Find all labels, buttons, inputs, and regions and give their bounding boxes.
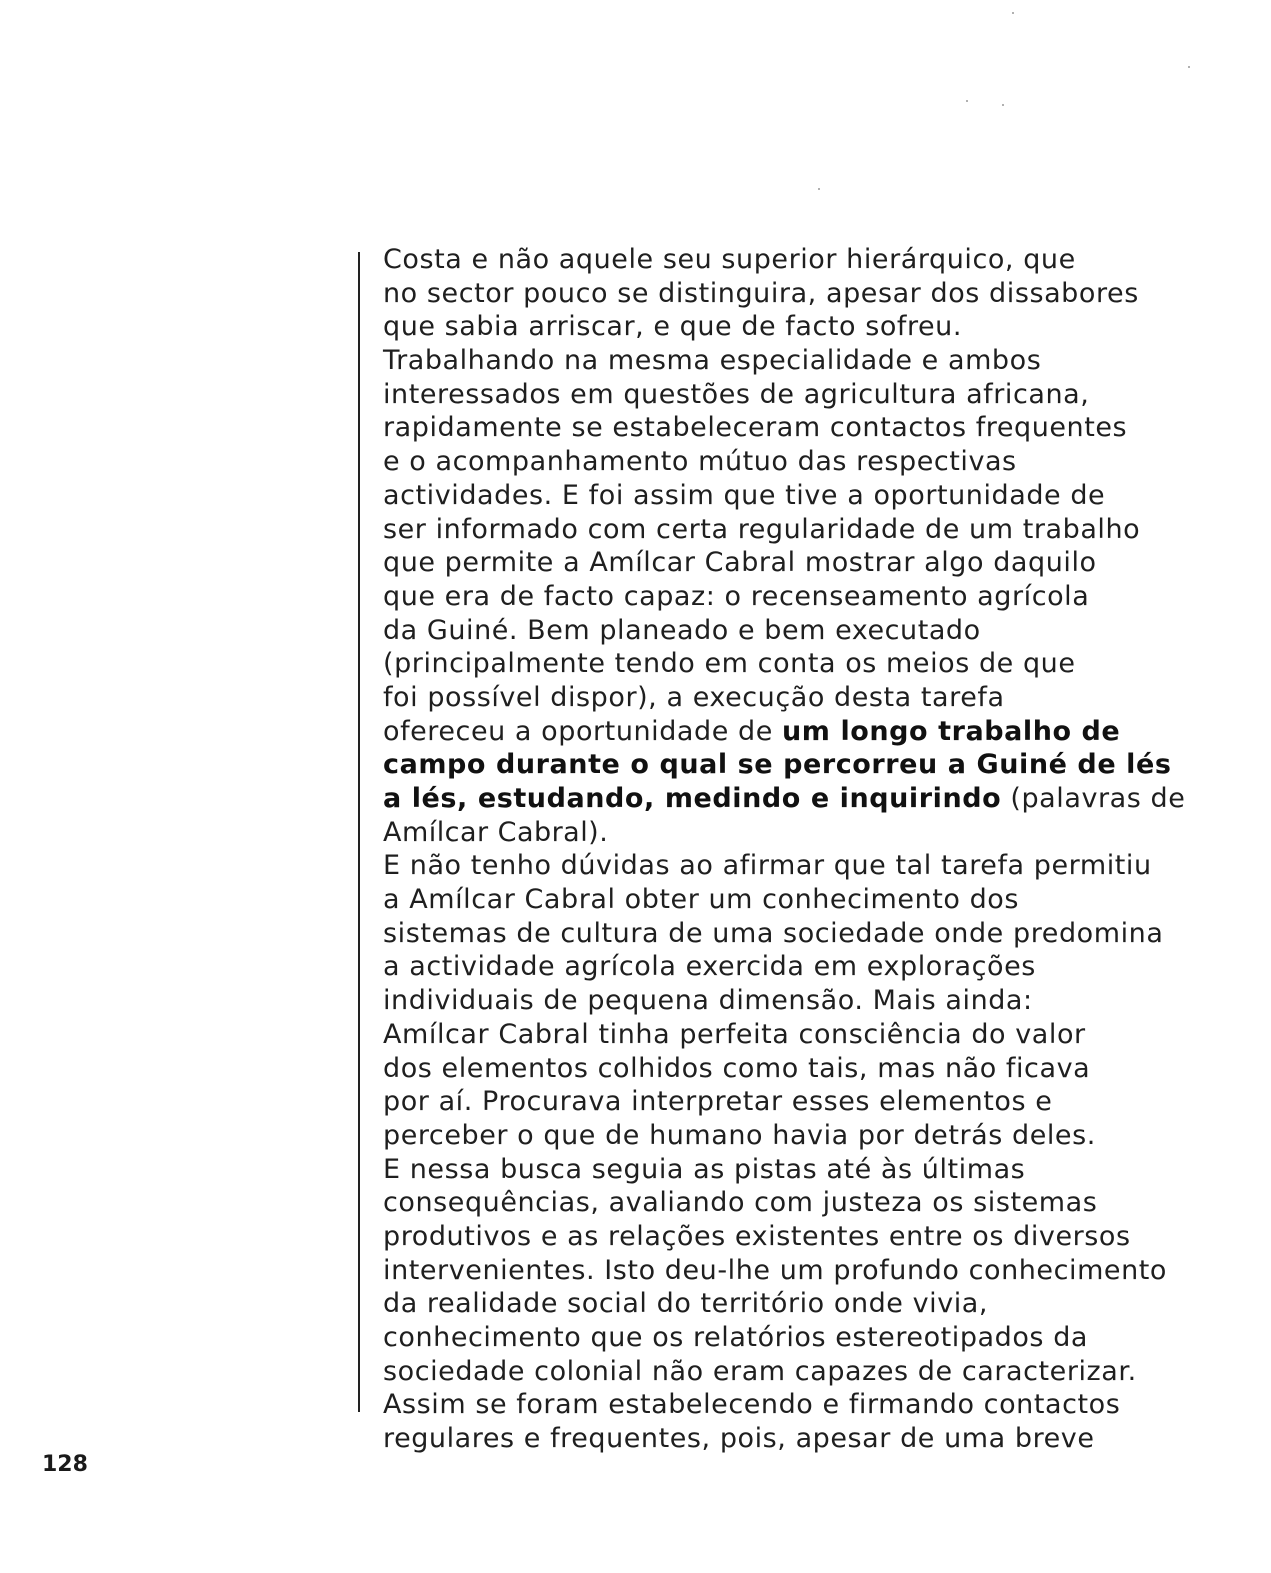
bold-text-run: campo durante o qual se percorreu a Guiné de lés	[383, 749, 1172, 781]
text-line: no sector pouco se distinguira, apesar dos dissabores	[383, 277, 1139, 309]
text-line: Trabalhando na mesma especialidade e ambos	[383, 345, 1042, 377]
text-line: sistemas de cultura de uma sociedade onde predomina	[383, 917, 1164, 949]
text-line: a Amílcar Cabral obter um conhecimento dos	[383, 884, 1019, 916]
scan-speck	[966, 100, 968, 102]
text-line	[383, 782, 1233, 816]
text-line: consequências, avaliando com justeza os sistemas	[383, 1187, 1098, 1219]
text-line: Amílcar Cabral).	[383, 816, 609, 848]
text-line: sociedade colonial não eram capazes de caracterizar.	[383, 1355, 1137, 1387]
text-line: intervenientes. Isto deu-lhe um profundo conhecimento	[383, 1254, 1168, 1286]
text-line: a actividade agrícola exercida em explorações	[383, 951, 1036, 983]
text-line: perceber o que de humano havia por detrás deles.	[383, 1119, 1096, 1151]
text-line: foi possível dispor), a execução desta tarefa	[383, 681, 1005, 713]
scan-speck	[818, 188, 820, 190]
text-line: ser informado com certa regularidade de um trabalho	[383, 513, 1141, 545]
text-line: que permite a Amílcar Cabral mostrar algo daquilo	[383, 547, 1097, 579]
text-line: E nessa busca seguia as pistas até às últimas	[383, 1153, 1026, 1185]
text-line: (principalmente tendo em conta os meios de que	[383, 648, 1076, 680]
text-run: (palavras de	[1001, 783, 1186, 814]
text-line: Amílcar Cabral tinha perfeita consciência do valor	[383, 1018, 1086, 1050]
text-line: que era de facto capaz: o recenseamento agrícola	[383, 580, 1090, 612]
text-line	[383, 715, 1233, 749]
body-text	[383, 243, 1233, 1456]
text-line: da realidade social do território onde vivia,	[383, 1288, 989, 1320]
text-line: por aí. Procurava interpretar esses elementos e	[383, 1086, 1053, 1118]
text-line: individuais de pequena dimensão. Mais ainda:	[383, 985, 1033, 1017]
text-line: dos elementos colhidos como tais, mas não ficava	[383, 1052, 1091, 1084]
text-line: Assim se foram estabelecendo e firmando contactos	[383, 1389, 1121, 1421]
text-line: rapidamente se estabeleceram contactos frequentes	[383, 412, 1128, 444]
text-line: interessados em questões de agricultura africana,	[383, 378, 1090, 410]
scan-speck	[1002, 104, 1004, 106]
text-line: da Guiné. Bem planeado e bem executado	[383, 614, 981, 646]
text-line: Costa e não aquele seu superior hierárquico, que	[383, 244, 1076, 275]
text-line: produtivos e as relações existentes entre os diversos	[383, 1220, 1131, 1252]
text-line: actividades. E foi assim que tive a oportunidade de	[383, 479, 1106, 511]
text-line: e o acompanhamento mútuo das respectivas	[383, 446, 1017, 478]
bold-text-run: um longo trabalho de	[782, 715, 1121, 747]
text-line	[383, 748, 1233, 782]
text-line: E não tenho dúvidas ao afirmar que tal tarefa permitiu	[383, 850, 1152, 882]
bold-text-run: a lés, estudando, medindo e inquirindo	[383, 783, 1002, 814]
margin-rule	[358, 252, 360, 1412]
text-run: ofereceu a oportunidade de	[383, 715, 783, 747]
page-number: 128	[42, 1452, 88, 1477]
text-line: que sabia arriscar, e que de facto sofreu.	[383, 311, 962, 343]
text-line: regulares e frequentes, pois, apesar de uma breve	[383, 1423, 1095, 1455]
scan-speck	[1188, 66, 1190, 68]
text-line: conhecimento que os relatórios estereotipados da	[383, 1322, 1088, 1353]
scan-speck	[1012, 12, 1014, 14]
